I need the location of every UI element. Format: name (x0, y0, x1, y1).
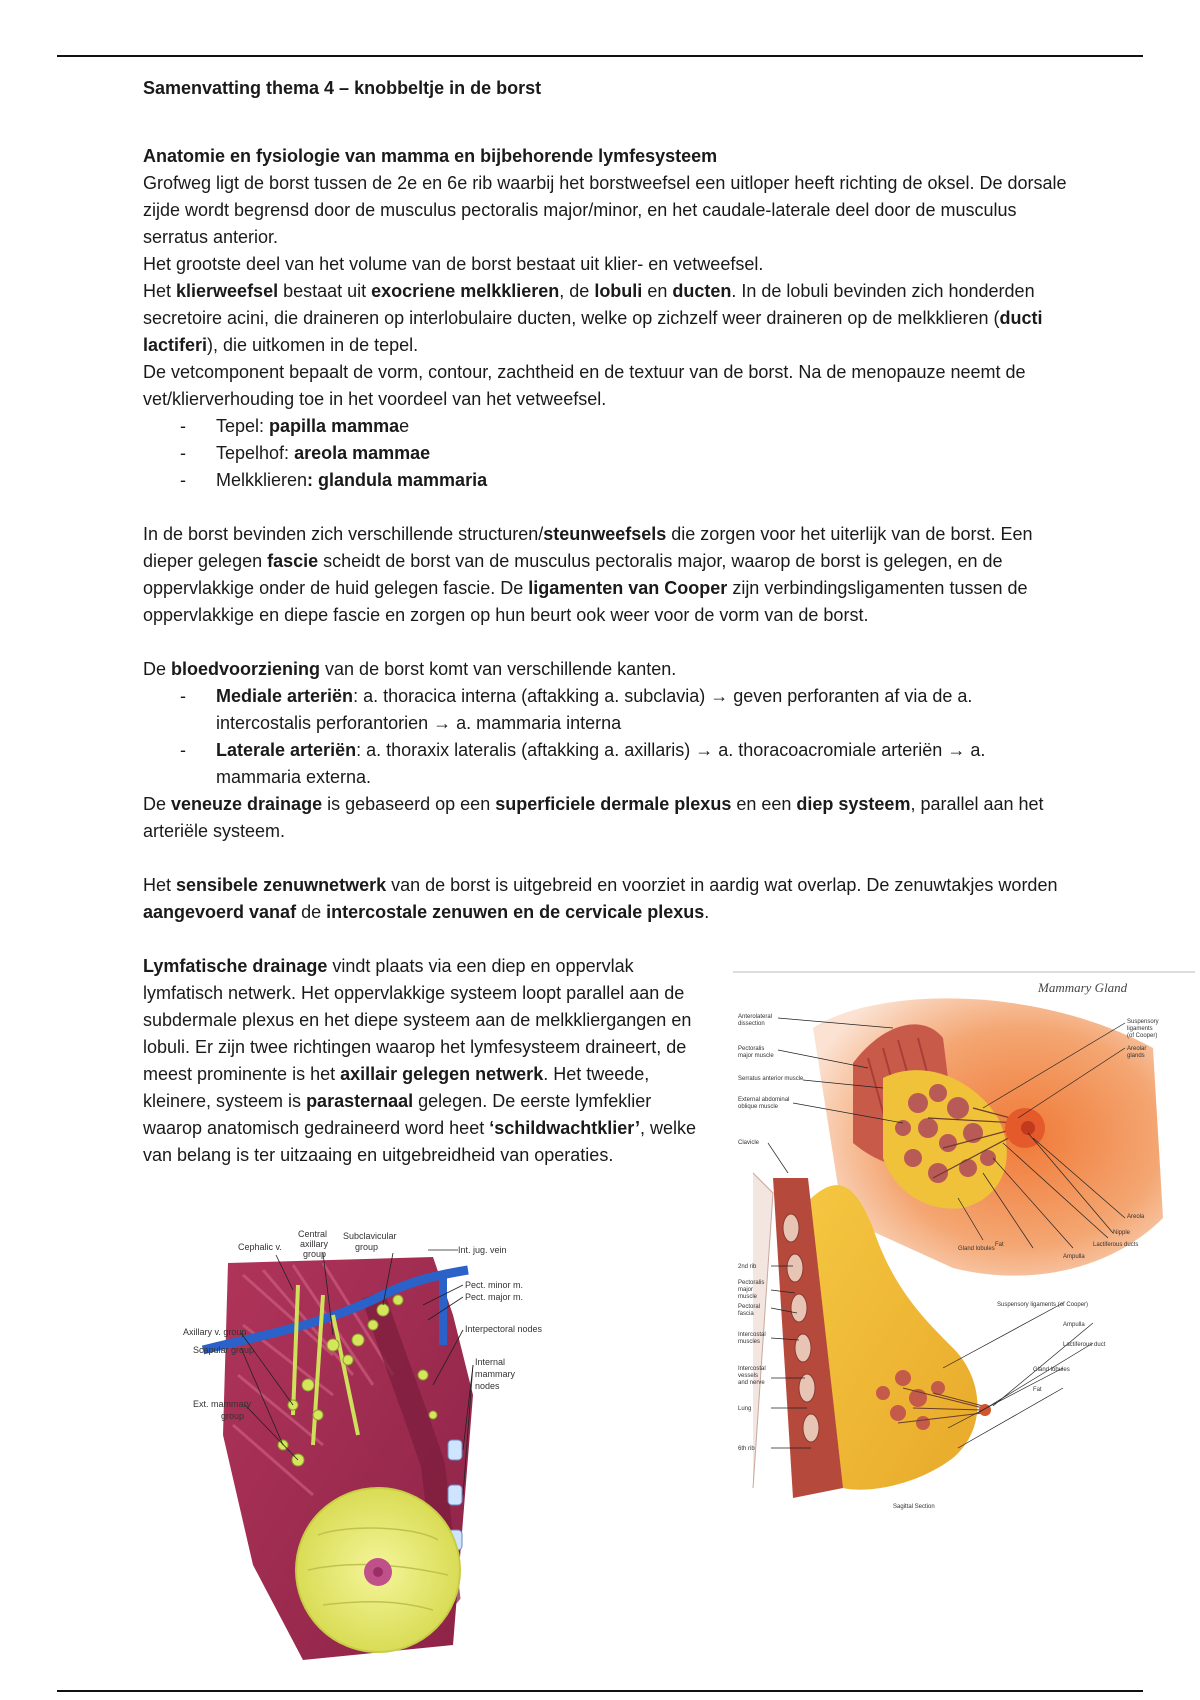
label-lactiferous-ducts: Lactiferous ducts (1093, 1242, 1139, 1248)
label-central-1: Central (298, 1229, 328, 1239)
label-anterolateral-1: Anterolateral (738, 1014, 773, 1020)
label-ext-oblique-2: oblique muscle (738, 1104, 779, 1110)
terminology-list (143, 413, 1068, 494)
paragraph-support-tissue: In de borst bevinden zich verschillende structuren/steunweefsels die zorgen voor het uiterlijk van de borst. Een dieper gelegen fascie scheidt de borst van de musculus pectoralis major, waarop de borst is gelegen, en de oppervlakkige onder de huid gelegen fascie. De ligamenten van Cooper zijn verbindingsligamenten tussen de oppervlakkige en diepe fascie en zorgen op hun beurt ook weer voor de vorm van de borst. (143, 524, 1033, 625)
label-ampulla: Ampulla (1063, 1254, 1085, 1260)
list-item: - Tepelhof: areola mammae (216, 440, 1068, 467)
label-nipple: Nipple (1113, 1230, 1131, 1236)
label-interpectoral-nodes: Interpectoral nodes (465, 1324, 543, 1334)
label-int-thoracic-1: Intercostal (738, 1366, 766, 1372)
paragraph-position: Grofweg ligt de borst tussen de 2e en 6e rib waarbij het borstweefsel een uitloper heeft richting de oksel. De dorsale zijde wordt begrensd door de musculus pectoralis major/minor, en het caudale-laterale deel door de musculus serratus anterior. (143, 173, 1067, 247)
label-clavicle: Clavicle (738, 1140, 760, 1146)
label-cephalic: Cephalic v. (238, 1242, 282, 1252)
label-6th-rib: 6th rib (738, 1446, 755, 1452)
label-intercostal-1: Intercostal (738, 1332, 766, 1338)
label-scapular-group: Scapular group (193, 1345, 255, 1355)
label-int-thoracic-2: vessels (738, 1373, 759, 1379)
label-serratus: Serratus anterior muscle (738, 1076, 804, 1082)
label-lactiferous-duct: Lactiferous duct (1063, 1342, 1106, 1348)
label-sagittal-section: Sagittal Section (893, 1504, 935, 1510)
label-fat: Fat (995, 1242, 1004, 1248)
label-subclavicular-2: group (355, 1242, 379, 1252)
list-item: - Laterale arteriën: a. thoraxix lateralis (aftakking a. axillaris) → a. thoracoacromiale arteriën → a. mammaria externa. (216, 737, 1068, 791)
label-internal-3: nodes (475, 1381, 500, 1391)
arteries-list (143, 683, 1068, 791)
label-areolar-2: glands (1127, 1053, 1145, 1059)
list-item: - Mediale arteriën: a. thoracica interna (aftakking a. subclavia) → geven perforanten af via de a. intercostalis perforantorien → a. mammaria interna (216, 683, 1068, 737)
paragraph-fat-component: De vetcomponent bepaalt de vorm, contour, zachtheid en de textuur van de borst. Na de menopauze neemt de vet/klierverhouding toe in het voordeel van het vetweefsel. (143, 362, 1026, 409)
label-pect-major: Pect. major m. (465, 1292, 524, 1302)
label-axillary-group: Axillary v. group (183, 1327, 247, 1337)
label-central-2: axillary (300, 1239, 329, 1249)
list-item: - Melkklieren: glandula mammaria (216, 467, 1068, 494)
mammary-gland-illustration (733, 968, 1195, 1568)
label-areolar-1: Areolar (1127, 1046, 1147, 1052)
label-internal-2: mammary (475, 1369, 515, 1379)
label-fat-2: Fat (1033, 1387, 1042, 1393)
label-suspensory-3: (of Cooper) (1127, 1033, 1158, 1039)
label-pectoralis-1: Pectoralis (738, 1046, 765, 1052)
label-ext-mammary-2: group (221, 1411, 245, 1421)
label-gland-lobules-2: Gland lobules (1033, 1367, 1070, 1373)
paragraph-blood-supply: De bloedvoorziening van de borst komt van verschillende kanten. (143, 659, 677, 679)
label-int-jug-vein: Int. jug. vein (458, 1245, 507, 1255)
nipple-shape (1021, 1121, 1035, 1135)
paragraph-lymphatic-drainage: Lymfatische drainage vindt plaats via een diep en oppervlak lymfatisch netwerk. Het oppervlakkige systeem loopt parallel aan de subdermale plexus en het diepe systeem aan de melkkliergangen en lobuli. Er zijn twee richtingen waarop het lymfesysteem draineert, de meest prominente is het axillair gelegen netwerk. Het tweede, kleinere, systeem is parasternaal gelegen. De eerste lymfeklier waarop anatomisch gedraineerd word heet ‘schildwachtklier’, welke van belang is ter uitzaaing en uitgebreidheid van operaties. (143, 956, 696, 1165)
label-deep-fascia-2: fascia (738, 1311, 754, 1317)
label-pect-major-3: muscle (738, 1294, 758, 1300)
label-areola: Areola (1127, 1214, 1145, 1220)
label-lung: Lung (738, 1406, 752, 1412)
label-pect-major-1: Pectoralis (738, 1280, 765, 1286)
paragraph-nerves: Het sensibele zenuwnetwerk van de borst is uitgebreid en voorziet in aardig wat overlap. De zenuwtakjes worden aangevoerd vanaf de intercostale zenuwen en de cervicale plexus. (143, 875, 1058, 922)
label-2nd-rib: 2nd rib (738, 1264, 757, 1270)
bottom-rule (57, 1690, 1143, 1692)
paragraph-glandular-tissue: Het klierweefsel bestaat uit exocriene melkklieren, de lobuli en ducten. In de lobuli bevinden zich honderden secretoire acini, die draineren op interlobulaire ducten, welke op zichzelf weer draineren op de melkklieren (ducti lactiferi), die uitkomen in de tepel. (143, 281, 1043, 355)
paragraph-venous-drainage: De veneuze drainage is gebaseerd op een superficiele dermale plexus en een diep systeem, parallel aan het arteriële systeem. (143, 794, 1044, 841)
label-suspensory-2: ligaments (1127, 1026, 1153, 1032)
label-suspensory-1: Suspensory (1127, 1019, 1159, 1025)
label-pect-major-2: major (738, 1287, 754, 1293)
label-pectoralis-2: major muscle (738, 1053, 774, 1059)
label-ext-mammary-1: Ext. mammary (193, 1399, 252, 1409)
label-suspensory-cooper: Suspensory ligaments (of Cooper) (997, 1302, 1089, 1308)
list-item: - Tepel: papilla mammae (216, 413, 1068, 440)
label-gland-lobules: Gland lobules (958, 1246, 995, 1252)
label-central-3: group (303, 1249, 327, 1259)
figure-title: Mammary Gland (1038, 980, 1128, 995)
label-anterolateral-2: dissection (738, 1021, 765, 1027)
label-ext-oblique-1: External abdominal (738, 1097, 790, 1103)
lymph-node-illustration (183, 1229, 588, 1665)
document-title: Samenvatting thema 4 – knobbeltje in de borst (143, 78, 542, 98)
label-internal-1: Internal (475, 1357, 506, 1367)
label-deep-fascia-1: Pectoral (738, 1304, 761, 1310)
top-rule (57, 55, 1143, 57)
label-int-thoracic-3: and nerve (738, 1380, 765, 1386)
label-ampulla-2: Ampulla (1063, 1322, 1085, 1328)
label-subclavicular-1: Subclavicular (343, 1231, 397, 1241)
section-heading-anatomy: Anatomie en fysiologie van mamma en bijbehorende lymfesysteem (143, 146, 718, 166)
paragraph-volume: Het grootste deel van het volume van de borst bestaat uit klier- en vetweefsel. (143, 254, 764, 274)
label-intercostal-2: muscles (738, 1339, 761, 1345)
label-pect-minor: Pect. minor m. (465, 1280, 524, 1290)
